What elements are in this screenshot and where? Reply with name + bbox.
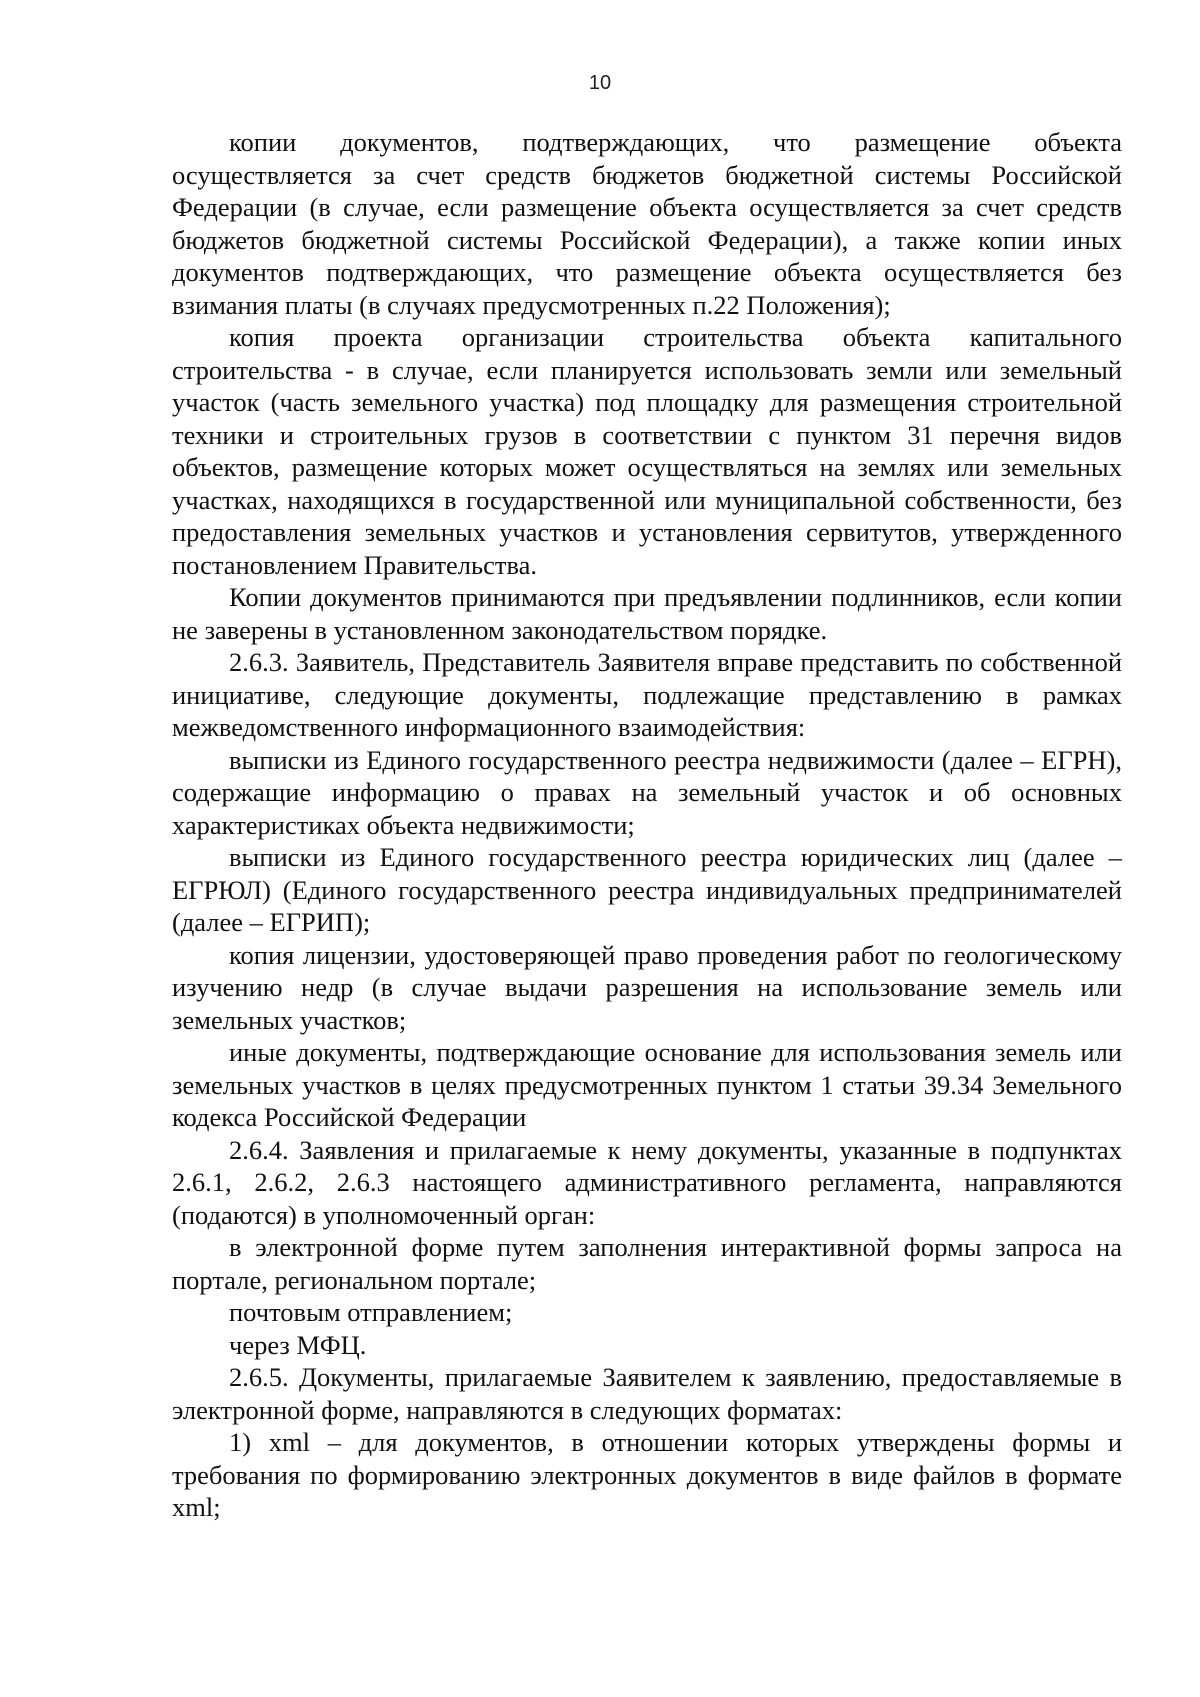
paragraph-electronic-form: в электронной форме путем заполнения интерактивной формы запроса на портале, региональном портале; — [172, 1232, 1122, 1295]
paragraph-originals: Копии документов принимаются при предъявлении подлинников, если копии не заверены в установленном законодательством порядке. — [172, 582, 1122, 645]
paragraph-copies-budget: копии документов, подтверждающих, что размещение объекта осуществляется за счет средств бюджетов бюджетной системы Российской Федерации (в случае, если размещение объекта осуществляется за счет средств бюджетов бюджетной системы Российской Федерации), а также копии иных документов подтверждающих, что размещение объекта осуществляется без взимания платы (в случаях предусмотренных п.22 Положения); — [172, 127, 1122, 320]
paragraph-2-6-3: 2.6.3. Заявитель, Представитель Заявителя вправе представить по собственной инициативе, следующие документы, подлежащие представлению в рамках межведомственного информационного взаимодействия: — [172, 647, 1122, 742]
paragraph-construction-project: копия проекта организации строительства объекта капитального строительства - в случае, если планируется использовать земли или земельный участок (часть земельного участка) под площадку для размещения строительной техники и строительных грузов в соответствии с пунктом 31 перечня видов объектов, размещение которых может осуществляться на землях или земельных участках, находящихся в государственной или муниципальной собственности, без предоставления земельных участков и установления сервитутов, утвержденного постановлением Правительства. — [172, 322, 1122, 580]
paragraph-xml: 1) xml – для документов, в отношении которых утверждены формы и требования по формированию электронных документов в виде файлов в формате xml; — [172, 1427, 1122, 1522]
paragraph-other-docs: иные документы, подтверждающие основание для использования земель или земельных участков в целях предусмотренных пунктом 1 статьи 39.34 Земельного кодекса Российской Федерации — [172, 1037, 1122, 1132]
paragraph-egrn: выписки из Единого государственного реестра недвижимости (далее – ЕГРН), содержащие информацию о правах на земельный участок и об основных характеристиках объекта недвижимости; — [172, 744, 1122, 840]
paragraph-license: копия лицензии, удостоверяющей право проведения работ по геологическому изучению недр (в случае выдачи разрешения на использование земель или земельных участков; — [172, 939, 1122, 1035]
document-body — [172, 126, 1122, 1524]
paragraph-postal: почтовым отправлением; — [229, 1297, 513, 1327]
paragraph-2-6-5: 2.6.5. Документы, прилагаемые Заявителем к заявлению, предоставляемые в электронной форме, направляются в следующих форматах: — [172, 1362, 1122, 1425]
paragraph-mfc: через МФЦ. — [229, 1329, 367, 1360]
paragraph-2-6-4: 2.6.4. Заявления и прилагаемые к нему документы, указанные в подпунктах 2.6.1, 2.6.2, 2.6.3 настоящего административного регламента, направляются (подаются) в уполномоченный орган: — [172, 1134, 1122, 1230]
page-number: 10 — [588, 72, 612, 94]
paragraph-egrul: выписки из Единого государственного реестра юридических лиц (далее – ЕГРЮЛ) (Единого государственного реестра индивидуальных предпринимателей (далее – ЕГРИП); — [172, 842, 1122, 937]
